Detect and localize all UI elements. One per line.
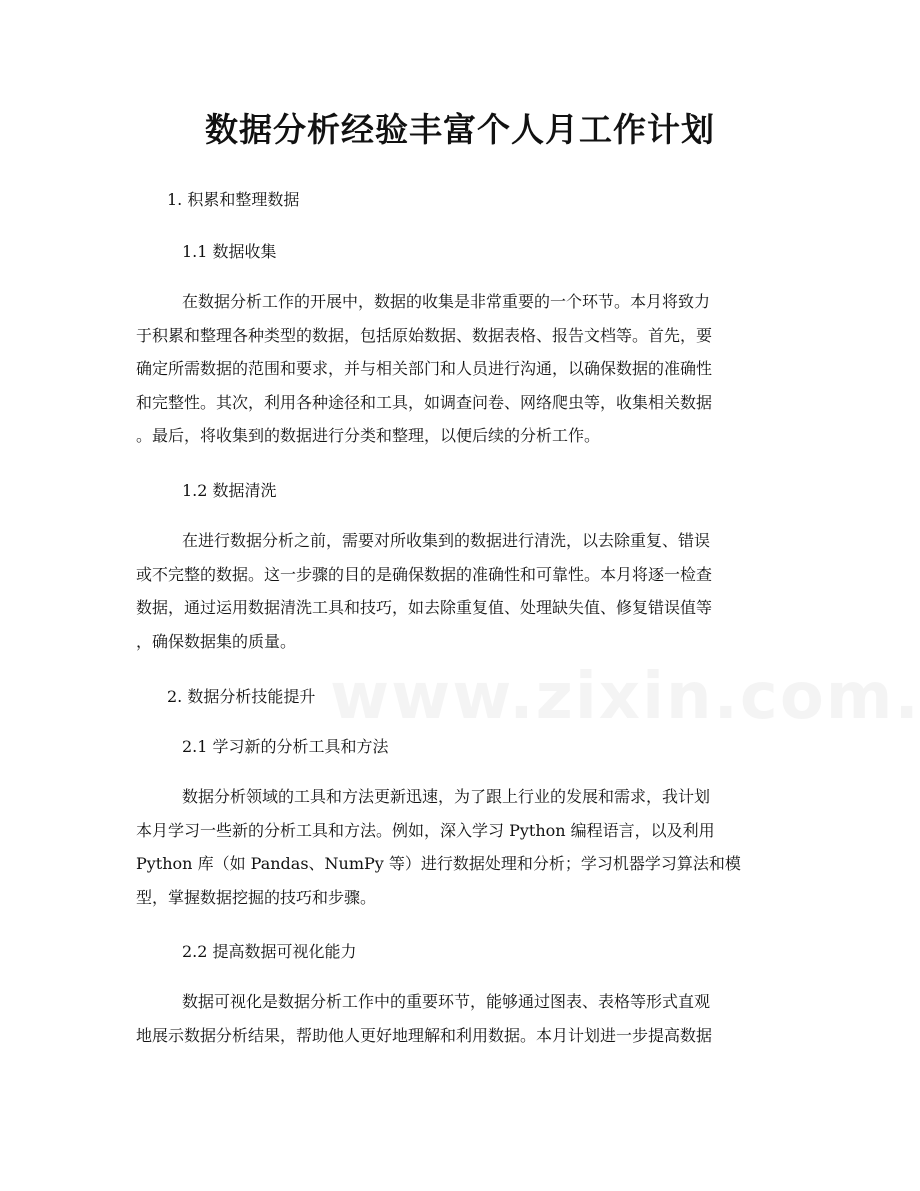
paragraph-line: ，确保数据集的质量。 [136, 631, 297, 651]
subsection-heading-1-1: 1.1 数据收集 [182, 242, 277, 261]
paragraph-data-cleaning [136, 524, 786, 658]
paragraph-line: 数据，通过运用数据清洗工具和技巧，如去除重复值、处理缺失值、修复错误值等 [136, 598, 713, 617]
paragraph-line: Python 库（如 Pandas、NumPy 等）进行数据处理和分析；学习机器学习算法和模 [136, 854, 741, 873]
section-heading-1: 1. 积累和整理数据 [167, 190, 300, 209]
paragraph-line: 地展示数据分析结果，帮助他人更好地理解和利用数据。本月计划进一步提高数据 [136, 1025, 713, 1045]
paragraph-line: 在数据分析工作的开展中，数据的收集是非常重要的一个环节。本月将致力 [182, 292, 711, 311]
subsection-heading-2-1: 2.1 学习新的分析工具和方法 [182, 737, 389, 756]
paragraph-data-collection [136, 285, 786, 453]
paragraph-line: 和完整性。其次，利用各种途径和工具，如调查问卷、网络爬虫等，收集相关数据 [136, 392, 713, 412]
paragraph-line: 在进行数据分析之前，需要对所收集到的数据进行清洗，以去除重复、错误 [182, 531, 711, 550]
paragraph-line: 本月学习一些新的分析工具和方法。例如，深入学习 Python 编程语言，以及利用 [136, 820, 715, 840]
document-title: 数据分析经验丰富个人月工作计划 [205, 110, 715, 149]
section-heading-2: 2. 数据分析技能提升 [167, 687, 316, 706]
paragraph-line: 于积累和整理各种类型的数据，包括原始数据、数据表格、报告文档等。首先，要 [136, 325, 713, 345]
paragraph-line: 确定所需数据的范围和要求，并与相关部门和人员进行沟通，以确保数据的准确性 [136, 359, 713, 378]
paragraph-line: 。最后，将收集到的数据进行分类和整理，以便后续的分析工作。 [136, 426, 601, 445]
subsection-heading-1-2: 1.2 数据清洗 [182, 481, 277, 500]
paragraph-line: 或不完整的数据。这一步骤的目的是确保数据的准确性和可靠性。本月将逐一检查 [136, 564, 713, 584]
paragraph-visualization [136, 985, 786, 1052]
paragraph-line: 数据可视化是数据分析工作中的重要环节，能够通过图表、表格等形式直观 [182, 992, 711, 1011]
subsection-heading-2-2: 2.2 提高数据可视化能力 [182, 942, 357, 961]
paragraph-line: 型，掌握数据挖掘的技巧和步骤。 [136, 887, 377, 907]
paragraph-learn-tools [136, 780, 786, 914]
watermark [330, 660, 920, 734]
paragraph-line: 数据分析领域的工具和方法更新迅速，为了跟上行业的发展和需求，我计划 [182, 787, 711, 806]
